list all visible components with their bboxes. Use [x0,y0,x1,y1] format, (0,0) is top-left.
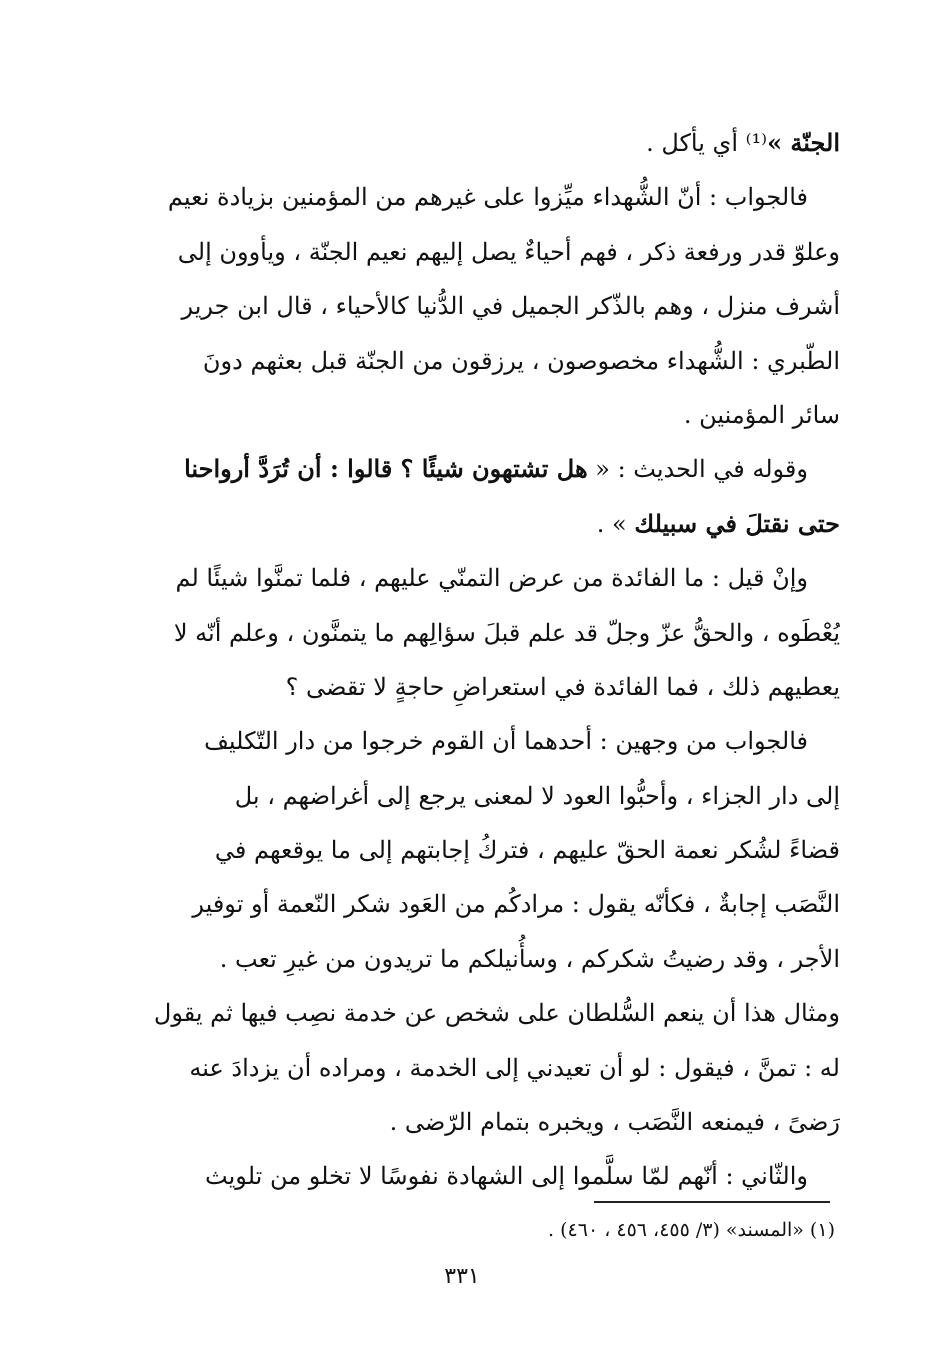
line-text: وإنْ قيل : ما الفائدة من عرض التمنّي عليهم ، فلما تمنَّوا شيئًا لم [175,564,808,593]
bold-phrase: هل تشتهون شيئًا ؟ قالوا : أن تُرَدَّ أرواحنا [184,454,588,484]
line-text: ومثال هذا أن ينعم السُّلطان على شخص عن خدمة نصِب فيها ثم يقول [153,999,840,1028]
line-text: والثّاني : أنّهم لمّا سلَّموا إلى الشهادة نفوسًا لا تخلو من تلويث [205,1162,808,1191]
text-line [100,442,840,496]
text-line [100,170,840,224]
text-line [100,279,840,333]
text-line [100,606,840,660]
text-line [100,1149,840,1203]
text-line [100,769,840,823]
line-text: ⁽¹⁾ أي يأكل . [646,129,768,157]
line-text: رَضىً ، فيمنعه النَّصَب ، ويخبره بتمام الرّضى . [389,1108,840,1137]
bold-phrase: حتى نقتلَ في سبيلك [634,508,840,538]
line-text: فالجواب من وجهين : أحدهما أن القوم خرجوا من دار التّكليف [204,727,808,756]
text-line [100,551,840,605]
text-line [100,714,840,768]
line-text: سائر المؤمنين . [683,400,840,429]
bold-phrase: الجنّة » [767,128,840,157]
line-text: الطّبري : الشُّهداء مخصوصون ، يرزقون من الجنّة قبل بعثهم دونَ [202,346,840,375]
line-text: يعطيهم ذلك ، فما الفائدة في استعراضِ حاجةٍ لا تقضى ؟ [285,672,840,701]
footnote-divider [594,1201,830,1203]
line-text: يُعْطَوه ، والحقُّ عزّ وجلّ قد علم قبلَ سؤالِهم ما يتمنَّون ، وعلم أنّه لا [173,618,840,647]
text-line [100,116,840,170]
page-number: ٣٣١ [444,1264,480,1289]
line-text: قضاءً لشُكر نعمة الحقّ عليهم ، فتركُ إجابتهم إلى ما يوقعهم في [214,836,840,865]
text-line [100,497,840,551]
line-text: الأجر ، وقد رضيتُ شكركم ، وسأُنيلكم ما تريدون من غيرِ تعب . [219,944,840,973]
line-text: أشرف منزل ، وهم بالذّكر الجميل في الدُّنيا كالأحياء ، قال ابن جرير [181,292,840,321]
text-line [100,932,840,986]
text-line [100,225,840,279]
text-line [100,986,840,1040]
line-text: وقوله في الحديث : « [587,455,808,484]
line-text: فالجواب : أنّ الشُّهداء ميِّزوا على غيرهم من المؤمنين بزيادة نعيم [167,183,808,212]
text-line [100,388,840,442]
line-text: النَّصَب إجابةٌ ، فكأنّه يقول : مرادكُم من العَود شكر النّعمة أو توفير [192,890,840,919]
text-line [100,877,840,931]
footnote: (١) «المسند» (٣/ ٤٥٥، ٤٥٦ ، ٤٦٠) . [548,1219,835,1241]
text-line [100,660,840,714]
text-line [100,1041,840,1095]
main-text [100,116,840,1204]
line-text: إلى دار الجزاء ، وأحبُّوا العود لا لمعنى يرجع إلى أغراضهم ، بل [234,781,840,810]
text-line [100,334,840,388]
text-line [100,1095,840,1149]
line-text: وعلوّ قدر ورفعة ذكر ، فهم أحياءٌ يصل إليهم نعيم الجنّة ، ويأوون إلى [177,237,840,266]
line-text: » . [596,509,635,538]
line-text: له : تمنَّ ، فيقول : لو أن تعيدني إلى الخدمة ، ومراده أن يزدادَ عنه [189,1053,840,1082]
text-line [100,823,840,877]
